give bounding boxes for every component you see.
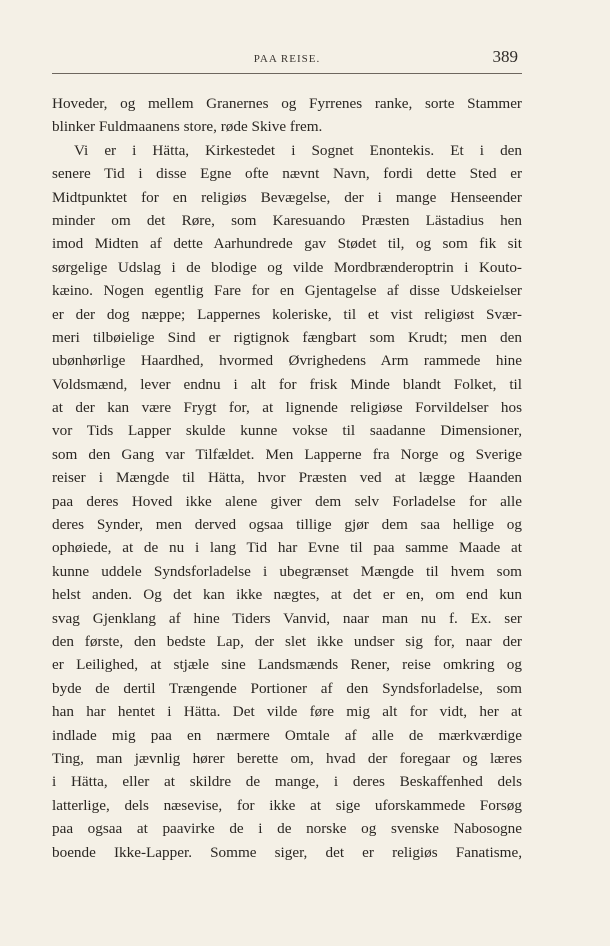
text-line: deres Synder, men derved ogsaa tillige gjør dem saa hellige og — [52, 516, 522, 534]
text-line: minder om det Røre, som Karesuando Præsten Lästadius hen — [52, 211, 522, 229]
text-line: meri tilbøielige Sind er rigtignok fængbart som Krudt; men den — [52, 328, 522, 346]
text-line: er Leilighed, at stjæle sine Landsmænds Rener, reise omkring og — [52, 656, 522, 674]
text-line: boende Ikke-Lapper. Somme siger, det er religiøs Fanatisme, — [52, 843, 522, 861]
text-line: helst anden. Og det kan ikke nægtes, at det er en, om end kun — [52, 586, 522, 604]
text-line: paa deres Hoved ikke alene giver dem selv Forladelse for alle — [52, 492, 522, 510]
running-title: PAA REISE. — [253, 53, 321, 65]
text-line: den første, den bedste Lap, der slet ikke undser sig for, naar der — [52, 632, 522, 650]
text-line: Midtpunktet for en religiøs Bevægelse, der i mange Henseender — [52, 188, 522, 206]
text-line: indlade mig paa en nærmere Omtale af alle de mærkværdige — [52, 726, 522, 744]
text-line: vor Tids Lapper skulde kunne vokse til saadanne Dimensioner, — [52, 422, 522, 440]
text-line: han har hentet i Hätta. Det vilde føre mig alt for vidt, her at — [52, 703, 522, 721]
text-line: latterlige, dels næsevise, for ikke at sige uforskammede Forsøg — [52, 796, 522, 814]
text-line: er der dog næppe; Lappernes koleriske, til et vist religiøst Svær- — [52, 305, 522, 323]
text-line: at der kan være Frygt for, at lignende religiøse Forvildelser hos — [52, 399, 522, 417]
text-line: Voldsmænd, lever endnu i alt for frisk Minde blandt Folket, til — [52, 375, 522, 393]
text-line: ophøiede, at de nu i lang Tid har Evne til paa samme Maade at — [52, 539, 522, 557]
page-number: 389 — [492, 47, 518, 66]
text-line: ubønhørlige Haardhed, hvormed Øvrighedens Arm rammede hine — [52, 352, 522, 370]
text-line: svag Gjenklang af hine Tiders Vanvid, naar man nu f. Ex. ser — [52, 609, 522, 627]
text-line: blinker Fuldmaanens store, røde Skive frem. — [52, 118, 323, 136]
text-line: i Hätta, eller at skildre de mange, i deres Beskaffenhed dels — [52, 773, 522, 791]
text-line: reiser i Mængde til Hätta, hvor Præsten ved at lægge Haanden — [52, 469, 522, 487]
text-line: paa ogsaa at paavirke de i de norske og svenske Nabosogne — [52, 820, 522, 838]
text-line: kunne uddele Syndsforladelse i ubegrænset Mængde til hvem som — [52, 562, 522, 580]
text-line: kæino. Nogen egentlig Fare for en Gjentagelse af disse Udskeielser — [52, 282, 522, 300]
text-line: imod Midten af dette Aarhundrede gav Stødet til, og som fik sit — [52, 235, 522, 253]
text-line: Ting, man jævnlig hører berette om, hvad der foregaar og læres — [52, 749, 522, 767]
header-rule — [52, 73, 522, 74]
text-line: som den Gang var Tilfældet. Men Lapperne fra Norge og Sverige — [52, 445, 522, 463]
body-text — [52, 92, 522, 864]
text-line: sørgelige Udslag i de blodige og vilde Mordbrænderoptrin i Kouto- — [52, 258, 522, 276]
text-line: senere Tid i disse Egne ofte nævnt Navn, fordi dette Sted er — [52, 165, 522, 183]
text-line: byde de dertil Trængende Portioner af den Syndsforladelse, som — [52, 679, 522, 697]
text-line: Vi er i Hätta, Kirkestedet i Sognet Enontekis. Et i den — [74, 141, 522, 159]
text-line: Hoveder, og mellem Granernes og Fyrrenes ranke, sorte Stammer — [52, 95, 522, 112]
running-head — [52, 47, 522, 71]
